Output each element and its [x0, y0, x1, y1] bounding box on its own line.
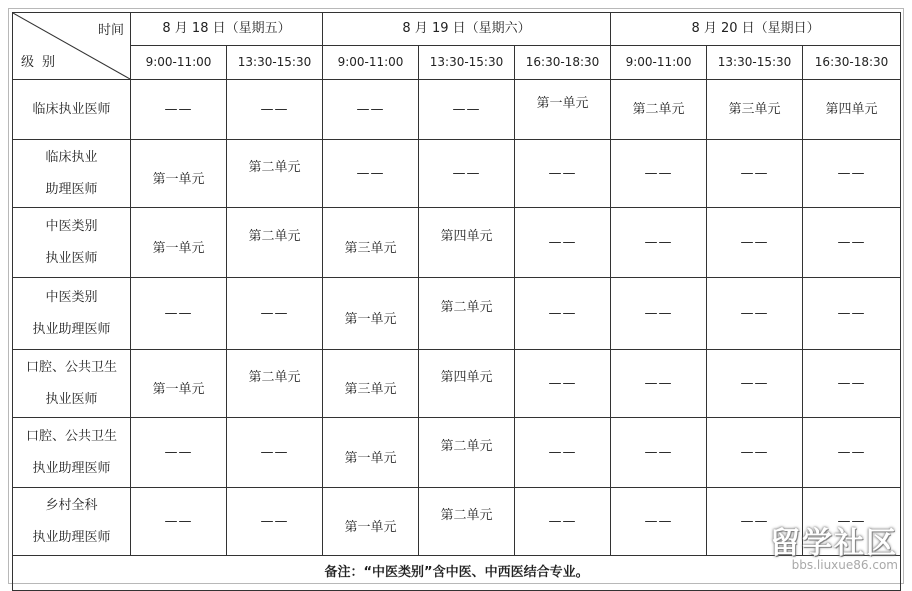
unit-cell — [611, 80, 707, 140]
empty-slot-cell — [611, 208, 707, 278]
table-row — [13, 350, 901, 418]
header-date-row — [13, 13, 901, 46]
table-row — [13, 418, 901, 488]
dash-mark: —— — [260, 444, 289, 460]
dash-mark: —— — [644, 375, 673, 391]
dash-mark: —— — [356, 101, 385, 117]
level-label: 级别 — [21, 55, 64, 71]
empty-slot-cell — [707, 278, 803, 350]
unit-label: 第三单元 — [344, 381, 397, 397]
dash-mark: —— — [740, 305, 769, 321]
watermark-text: 留学社区 — [770, 526, 898, 561]
unit-label: 第四单元 — [440, 369, 493, 385]
time-slot: 13:30-15:30 — [707, 46, 803, 80]
empty-slot-cell — [131, 278, 227, 350]
watermark-logo — [770, 518, 898, 572]
category-line: 临床执业医师 — [32, 101, 111, 117]
empty-slot-cell — [611, 418, 707, 488]
dash-mark: —— — [644, 444, 673, 460]
dash-mark: —— — [548, 513, 577, 529]
empty-slot-cell — [515, 488, 611, 556]
date-aug-20: 8 月 20 日（星期日） — [611, 13, 901, 46]
unit-label: 第二单元 — [248, 159, 301, 175]
empty-slot-cell — [803, 208, 901, 278]
empty-slot-cell — [515, 208, 611, 278]
dash-mark: —— — [164, 513, 193, 529]
empty-slot-cell — [611, 278, 707, 350]
empty-slot-cell — [227, 418, 323, 488]
dash-mark: —— — [260, 305, 289, 321]
unit-label: 第一单元 — [344, 519, 397, 535]
unit-cell — [131, 140, 227, 208]
row-category — [13, 140, 131, 208]
dash-mark: —— — [740, 375, 769, 391]
table-row — [13, 488, 901, 556]
empty-slot-cell — [227, 80, 323, 140]
row-category — [13, 278, 131, 350]
category-line: 中医类别 — [45, 218, 98, 234]
dash-mark: —— — [740, 165, 769, 181]
dash-mark: —— — [837, 444, 866, 460]
empty-slot-cell — [323, 140, 419, 208]
empty-slot-cell — [515, 418, 611, 488]
empty-slot-cell — [611, 350, 707, 418]
table-row — [13, 208, 901, 278]
unit-cell — [227, 350, 323, 418]
category-line: 中医类别 — [45, 289, 98, 305]
row-category — [13, 418, 131, 488]
unit-cell — [419, 208, 515, 278]
unit-cell — [803, 80, 901, 140]
empty-slot-cell — [515, 140, 611, 208]
category-line: 执业医师 — [45, 391, 98, 407]
row-category — [13, 350, 131, 418]
table-row — [13, 140, 901, 208]
dash-mark: —— — [837, 305, 866, 321]
unit-cell — [227, 208, 323, 278]
unit-label: 第二单元 — [248, 369, 301, 385]
dash-mark: —— — [164, 305, 193, 321]
empty-slot-cell — [227, 488, 323, 556]
time-slot: 13:30-15:30 — [419, 46, 515, 80]
date-aug-18: 8 月 18 日（星期五） — [131, 13, 323, 46]
category-line: 口腔、公共卫生 — [25, 428, 117, 444]
unit-label: 第二单元 — [632, 101, 685, 117]
empty-slot-cell — [227, 278, 323, 350]
unit-label: 第一单元 — [344, 311, 397, 327]
empty-slot-cell — [707, 140, 803, 208]
row-category — [13, 80, 131, 140]
unit-label: 第二单元 — [440, 438, 493, 454]
unit-label: 第一单元 — [344, 450, 397, 466]
category-line: 临床执业 — [45, 149, 98, 165]
dash-mark: —— — [452, 101, 481, 117]
unit-label: 第三单元 — [728, 101, 781, 117]
table-row — [13, 278, 901, 350]
unit-label: 第一单元 — [152, 240, 205, 256]
note-row — [13, 556, 901, 591]
dash-mark: —— — [837, 165, 866, 181]
empty-slot-cell — [707, 418, 803, 488]
empty-slot-cell — [803, 140, 901, 208]
unit-cell — [323, 208, 419, 278]
empty-slot-cell — [323, 80, 419, 140]
dash-mark: —— — [260, 513, 289, 529]
dash-mark: —— — [548, 375, 577, 391]
category-line: 口腔、公共卫生 — [25, 359, 117, 375]
unit-cell — [419, 488, 515, 556]
unit-cell — [323, 488, 419, 556]
empty-slot-cell — [803, 350, 901, 418]
unit-label: 第三单元 — [344, 240, 397, 256]
unit-cell — [323, 418, 419, 488]
dash-mark: —— — [164, 444, 193, 460]
category-line: 执业助理医师 — [32, 321, 111, 337]
category-line: 乡村全科 — [45, 497, 98, 513]
empty-slot-cell — [131, 488, 227, 556]
schedule-rows — [13, 80, 901, 556]
unit-cell — [227, 140, 323, 208]
time-slot: 9:00-11:00 — [611, 46, 707, 80]
empty-slot-cell — [419, 80, 515, 140]
dash-mark: —— — [740, 444, 769, 460]
unit-cell — [131, 208, 227, 278]
unit-label: 第一单元 — [152, 171, 205, 187]
category-line: 助理医师 — [45, 181, 98, 197]
dash-mark: —— — [260, 101, 289, 117]
unit-label: 第一单元 — [152, 381, 205, 397]
unit-cell — [515, 80, 611, 140]
empty-slot-cell — [707, 350, 803, 418]
unit-label: 第四单元 — [825, 101, 878, 117]
empty-slot-cell — [131, 418, 227, 488]
header-slot-row — [13, 46, 901, 80]
unit-cell — [323, 278, 419, 350]
empty-slot-cell — [131, 80, 227, 140]
category-line: 执业医师 — [45, 250, 98, 266]
dash-mark: —— — [644, 165, 673, 181]
dash-mark: —— — [837, 513, 866, 529]
table-row — [13, 80, 901, 140]
dash-mark: —— — [452, 165, 481, 181]
empty-slot-cell — [803, 418, 901, 488]
dash-mark: —— — [548, 234, 577, 250]
unit-cell — [131, 350, 227, 418]
unit-label: 第二单元 — [440, 299, 493, 315]
empty-slot-cell — [419, 140, 515, 208]
dash-mark: —— — [356, 165, 385, 181]
row-category — [13, 208, 131, 278]
dash-mark: —— — [164, 101, 193, 117]
note-text: 备注：“中医类别”含中医、中西医结合专业。 — [13, 556, 901, 591]
row-category — [13, 488, 131, 556]
dash-mark: —— — [548, 444, 577, 460]
time-slot: 16:30-18:30 — [515, 46, 611, 80]
empty-slot-cell — [611, 488, 707, 556]
unit-label: 第一单元 — [536, 95, 589, 111]
time-slot: 9:00-11:00 — [131, 46, 227, 80]
time-slot: 16:30-18:30 — [803, 46, 901, 80]
dash-mark: —— — [548, 305, 577, 321]
empty-slot-cell — [515, 350, 611, 418]
category-line: 执业助理医师 — [32, 529, 111, 545]
dash-mark: —— — [548, 165, 577, 181]
unit-label: 第二单元 — [440, 507, 493, 523]
dash-mark: —— — [644, 513, 673, 529]
empty-slot-cell — [803, 278, 901, 350]
time-slot: 9:00-11:00 — [323, 46, 419, 80]
watermark-url: bbs.liuxue86.com — [791, 558, 898, 572]
unit-cell — [419, 350, 515, 418]
dash-mark: —— — [837, 234, 866, 250]
unit-cell — [419, 278, 515, 350]
time-label: 时间 — [97, 23, 124, 38]
unit-cell — [323, 350, 419, 418]
unit-label: 第二单元 — [248, 228, 301, 244]
unit-cell — [707, 80, 803, 140]
dash-mark: —— — [644, 305, 673, 321]
date-aug-19: 8 月 19 日（星期六） — [323, 13, 611, 46]
unit-cell — [419, 418, 515, 488]
exam-schedule-table — [12, 12, 901, 591]
dash-mark: —— — [644, 234, 673, 250]
dash-mark: —— — [837, 375, 866, 391]
time-slot: 13:30-15:30 — [227, 46, 323, 80]
empty-slot-cell — [611, 140, 707, 208]
empty-slot-cell — [707, 208, 803, 278]
dash-mark: —— — [740, 513, 769, 529]
header-corner-cell — [13, 13, 131, 80]
empty-slot-cell — [515, 278, 611, 350]
category-line: 执业助理医师 — [32, 460, 111, 476]
dash-mark: —— — [740, 234, 769, 250]
unit-label: 第四单元 — [440, 228, 493, 244]
